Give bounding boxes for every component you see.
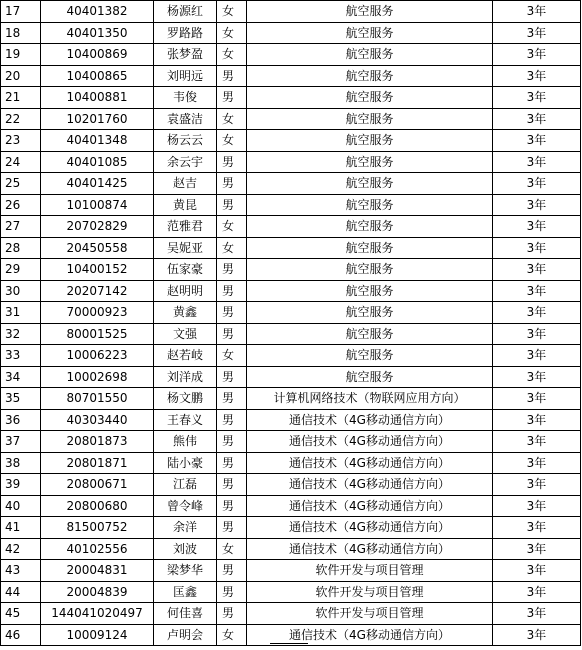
table-row: [1, 259, 581, 281]
gender-cell: 男: [217, 409, 247, 431]
duration-cell: 3年: [493, 237, 581, 259]
major-cell: 航空服务: [247, 151, 493, 173]
student-name-cell: 刘洋成: [154, 366, 217, 388]
major-cell: 航空服务: [247, 216, 493, 238]
student-id-cell: 20207142: [41, 280, 154, 302]
duration-cell: 3年: [493, 108, 581, 130]
student-id-cell: 20800671: [41, 474, 154, 496]
student-id-cell: 10201760: [41, 108, 154, 130]
duration-cell: 3年: [493, 345, 581, 367]
row-number-cell: 18: [1, 22, 41, 44]
major-cell: 航空服务: [247, 130, 493, 152]
gender-cell: 男: [217, 173, 247, 195]
table-row: [1, 409, 581, 431]
gender-cell: 女: [217, 538, 247, 560]
row-number-cell: 40: [1, 495, 41, 517]
student-name-cell: 袁盛洁: [154, 108, 217, 130]
student-name-cell: 余洋: [154, 517, 217, 539]
gender-cell: 男: [217, 280, 247, 302]
major-cell: 航空服务: [247, 22, 493, 44]
gender-cell: 男: [217, 87, 247, 109]
student-name-cell: 卢明会: [154, 624, 217, 646]
student-name-cell: 曾令峰: [154, 495, 217, 517]
student-name-cell: 何佳喜: [154, 603, 217, 625]
major-cell: 通信技术（4G移动通信方向）: [247, 474, 493, 496]
major-cell: 计算机网络技术（物联网应用方向）: [247, 388, 493, 410]
major-cell: 软件开发与项目管理: [247, 581, 493, 603]
row-number-cell: 17: [1, 1, 41, 23]
major-cell: 通信技术（4G移动通信方向）: [247, 624, 493, 646]
duration-cell: 3年: [493, 581, 581, 603]
duration-cell: 3年: [493, 603, 581, 625]
row-number-cell: 38: [1, 452, 41, 474]
table-row: [1, 431, 581, 453]
duration-cell: 3年: [493, 538, 581, 560]
table-row: [1, 366, 581, 388]
row-number-cell: 31: [1, 302, 41, 324]
student-name-cell: 伍家豪: [154, 259, 217, 281]
student-name-cell: 文强: [154, 323, 217, 345]
table-row: [1, 474, 581, 496]
major-cell: 航空服务: [247, 302, 493, 324]
row-number-cell: 23: [1, 130, 41, 152]
student-id-cell: 40401382: [41, 1, 154, 23]
duration-cell: 3年: [493, 452, 581, 474]
gender-cell: 女: [217, 237, 247, 259]
duration-cell: 3年: [493, 259, 581, 281]
student-name-cell: 陆小豪: [154, 452, 217, 474]
row-number-cell: 46: [1, 624, 41, 646]
duration-cell: 3年: [493, 194, 581, 216]
row-number-cell: 42: [1, 538, 41, 560]
table-row: [1, 216, 581, 238]
gender-cell: 女: [217, 345, 247, 367]
gender-cell: 男: [217, 194, 247, 216]
table-row: [1, 173, 581, 195]
major-cell: 航空服务: [247, 1, 493, 23]
table-row: [1, 345, 581, 367]
major-cell: 航空服务: [247, 44, 493, 66]
major-cell: 航空服务: [247, 345, 493, 367]
major-cell: 软件开发与项目管理: [247, 560, 493, 582]
gender-cell: 男: [217, 495, 247, 517]
student-id-cell: 20702829: [41, 216, 154, 238]
student-id-cell: 20450558: [41, 237, 154, 259]
student-id-cell: 10400869: [41, 44, 154, 66]
row-number-cell: 33: [1, 345, 41, 367]
student-name-cell: 梁梦华: [154, 560, 217, 582]
row-number-cell: 25: [1, 173, 41, 195]
major-cell: 通信技术（4G移动通信方向）: [247, 517, 493, 539]
student-id-cell: 70000923: [41, 302, 154, 324]
row-number-cell: 21: [1, 87, 41, 109]
table-row: [1, 1, 581, 23]
row-number-cell: 28: [1, 237, 41, 259]
gender-cell: 女: [217, 624, 247, 646]
student-name-cell: 赵若岐: [154, 345, 217, 367]
student-name-cell: 王春义: [154, 409, 217, 431]
gender-cell: 男: [217, 517, 247, 539]
duration-cell: 3年: [493, 474, 581, 496]
duration-cell: 3年: [493, 173, 581, 195]
student-name-cell: 杨源红: [154, 1, 217, 23]
student-id-cell: 10400152: [41, 259, 154, 281]
table-row: [1, 87, 581, 109]
duration-cell: 3年: [493, 44, 581, 66]
student-name-cell: 匡鑫: [154, 581, 217, 603]
major-cell: 航空服务: [247, 65, 493, 87]
student-id-cell: 10002698: [41, 366, 154, 388]
table-row: [1, 581, 581, 603]
student-id-cell: 40401348: [41, 130, 154, 152]
student-name-cell: 黄昆: [154, 194, 217, 216]
major-cell: 通信技术（4G移动通信方向）: [247, 495, 493, 517]
row-number-cell: 29: [1, 259, 41, 281]
gender-cell: 男: [217, 366, 247, 388]
gender-cell: 男: [217, 151, 247, 173]
major-cell: 航空服务: [247, 87, 493, 109]
row-number-cell: 20: [1, 65, 41, 87]
row-number-cell: 35: [1, 388, 41, 410]
table-row: [1, 538, 581, 560]
gender-cell: 男: [217, 302, 247, 324]
row-number-cell: 27: [1, 216, 41, 238]
duration-cell: 3年: [493, 517, 581, 539]
major-cell: 航空服务: [247, 323, 493, 345]
student-name-cell: 吴妮亚: [154, 237, 217, 259]
student-name-cell: 罗路路: [154, 22, 217, 44]
student-name-cell: 江磊: [154, 474, 217, 496]
gender-cell: 女: [217, 216, 247, 238]
gender-cell: 男: [217, 388, 247, 410]
duration-cell: 3年: [493, 280, 581, 302]
duration-cell: 3年: [493, 388, 581, 410]
row-number-cell: 19: [1, 44, 41, 66]
gender-cell: 男: [217, 65, 247, 87]
duration-cell: 3年: [493, 151, 581, 173]
gender-cell: 女: [217, 108, 247, 130]
student-id-cell: 144041020497: [41, 603, 154, 625]
row-number-cell: 36: [1, 409, 41, 431]
table-row: [1, 495, 581, 517]
major-cell: 通信技术（4G移动通信方向）: [247, 538, 493, 560]
table-row: [1, 65, 581, 87]
student-name-cell: 韦俊: [154, 87, 217, 109]
student-id-cell: 10006223: [41, 345, 154, 367]
student-id-cell: 40102556: [41, 538, 154, 560]
major-cell: 航空服务: [247, 194, 493, 216]
student-table-body: [1, 1, 581, 646]
gender-cell: 男: [217, 452, 247, 474]
duration-cell: 3年: [493, 130, 581, 152]
student-id-cell: 20800680: [41, 495, 154, 517]
row-number-cell: 26: [1, 194, 41, 216]
table-row: [1, 517, 581, 539]
duration-cell: 3年: [493, 560, 581, 582]
table-row: [1, 603, 581, 625]
student-id-cell: 40401425: [41, 173, 154, 195]
table-row: [1, 560, 581, 582]
row-number-cell: 34: [1, 366, 41, 388]
student-name-cell: 范雅君: [154, 216, 217, 238]
student-name-cell: 杨云云: [154, 130, 217, 152]
row-number-cell: 32: [1, 323, 41, 345]
student-id-cell: 80001525: [41, 323, 154, 345]
row-number-cell: 41: [1, 517, 41, 539]
student-name-cell: 张梦盈: [154, 44, 217, 66]
row-number-cell: 22: [1, 108, 41, 130]
major-cell: 航空服务: [247, 237, 493, 259]
duration-cell: 3年: [493, 22, 581, 44]
student-name-cell: 熊伟: [154, 431, 217, 453]
duration-cell: 3年: [493, 624, 581, 646]
table-row: [1, 323, 581, 345]
table-row: [1, 130, 581, 152]
row-number-cell: 30: [1, 280, 41, 302]
gender-cell: 女: [217, 1, 247, 23]
table-row: [1, 280, 581, 302]
table-row: [1, 388, 581, 410]
table-row: [1, 302, 581, 324]
student-id-cell: 10100874: [41, 194, 154, 216]
student-name-cell: 赵吉: [154, 173, 217, 195]
student-id-cell: 40401085: [41, 151, 154, 173]
row-number-cell: 39: [1, 474, 41, 496]
student-name-cell: 余云宇: [154, 151, 217, 173]
row-number-cell: 37: [1, 431, 41, 453]
table-row: [1, 44, 581, 66]
gender-cell: 男: [217, 259, 247, 281]
student-id-cell: 20004839: [41, 581, 154, 603]
table-row: [1, 108, 581, 130]
duration-cell: 3年: [493, 431, 581, 453]
student-id-cell: 20801871: [41, 452, 154, 474]
student-name-cell: 刘波: [154, 538, 217, 560]
major-cell: 通信技术（4G移动通信方向）: [247, 452, 493, 474]
row-number-cell: 44: [1, 581, 41, 603]
duration-cell: 3年: [493, 366, 581, 388]
student-id-cell: 10400865: [41, 65, 154, 87]
duration-cell: 3年: [493, 323, 581, 345]
student-id-cell: 10009124: [41, 624, 154, 646]
student-id-cell: 80701550: [41, 388, 154, 410]
student-id-cell: 10400881: [41, 87, 154, 109]
major-cell: 航空服务: [247, 173, 493, 195]
student-name-cell: 刘明远: [154, 65, 217, 87]
student-id-cell: 40401350: [41, 22, 154, 44]
gender-cell: 女: [217, 44, 247, 66]
student-name-cell: 杨文鹏: [154, 388, 217, 410]
major-cell: 航空服务: [247, 108, 493, 130]
gender-cell: 男: [217, 603, 247, 625]
duration-cell: 3年: [493, 1, 581, 23]
duration-cell: 3年: [493, 65, 581, 87]
duration-cell: 3年: [493, 87, 581, 109]
gender-cell: 男: [217, 431, 247, 453]
student-id-cell: 81500752: [41, 517, 154, 539]
duration-cell: 3年: [493, 495, 581, 517]
gender-cell: 女: [217, 22, 247, 44]
major-cell: 航空服务: [247, 366, 493, 388]
table-row: [1, 194, 581, 216]
gender-cell: 男: [217, 560, 247, 582]
duration-cell: 3年: [493, 216, 581, 238]
row-number-cell: 43: [1, 560, 41, 582]
student-id-cell: 20801873: [41, 431, 154, 453]
duration-cell: 3年: [493, 302, 581, 324]
student-name-cell: 赵明明: [154, 280, 217, 302]
major-cell: 通信技术（4G移动通信方向）: [247, 409, 493, 431]
duration-cell: 3年: [493, 409, 581, 431]
table-row: [1, 22, 581, 44]
student-id-cell: 40303440: [41, 409, 154, 431]
major-cell: 航空服务: [247, 280, 493, 302]
table-row: [1, 151, 581, 173]
major-cell: 软件开发与项目管理: [247, 603, 493, 625]
gender-cell: 男: [217, 581, 247, 603]
gender-cell: 女: [217, 130, 247, 152]
row-number-cell: 45: [1, 603, 41, 625]
table-row: [1, 237, 581, 259]
row-number-cell: 24: [1, 151, 41, 173]
student-id-cell: 20004831: [41, 560, 154, 582]
gender-cell: 男: [217, 474, 247, 496]
major-cell: 航空服务: [247, 259, 493, 281]
major-cell: 通信技术（4G移动通信方向）: [247, 431, 493, 453]
table-row: [1, 452, 581, 474]
student-name-cell: 黄鑫: [154, 302, 217, 324]
gender-cell: 男: [217, 323, 247, 345]
